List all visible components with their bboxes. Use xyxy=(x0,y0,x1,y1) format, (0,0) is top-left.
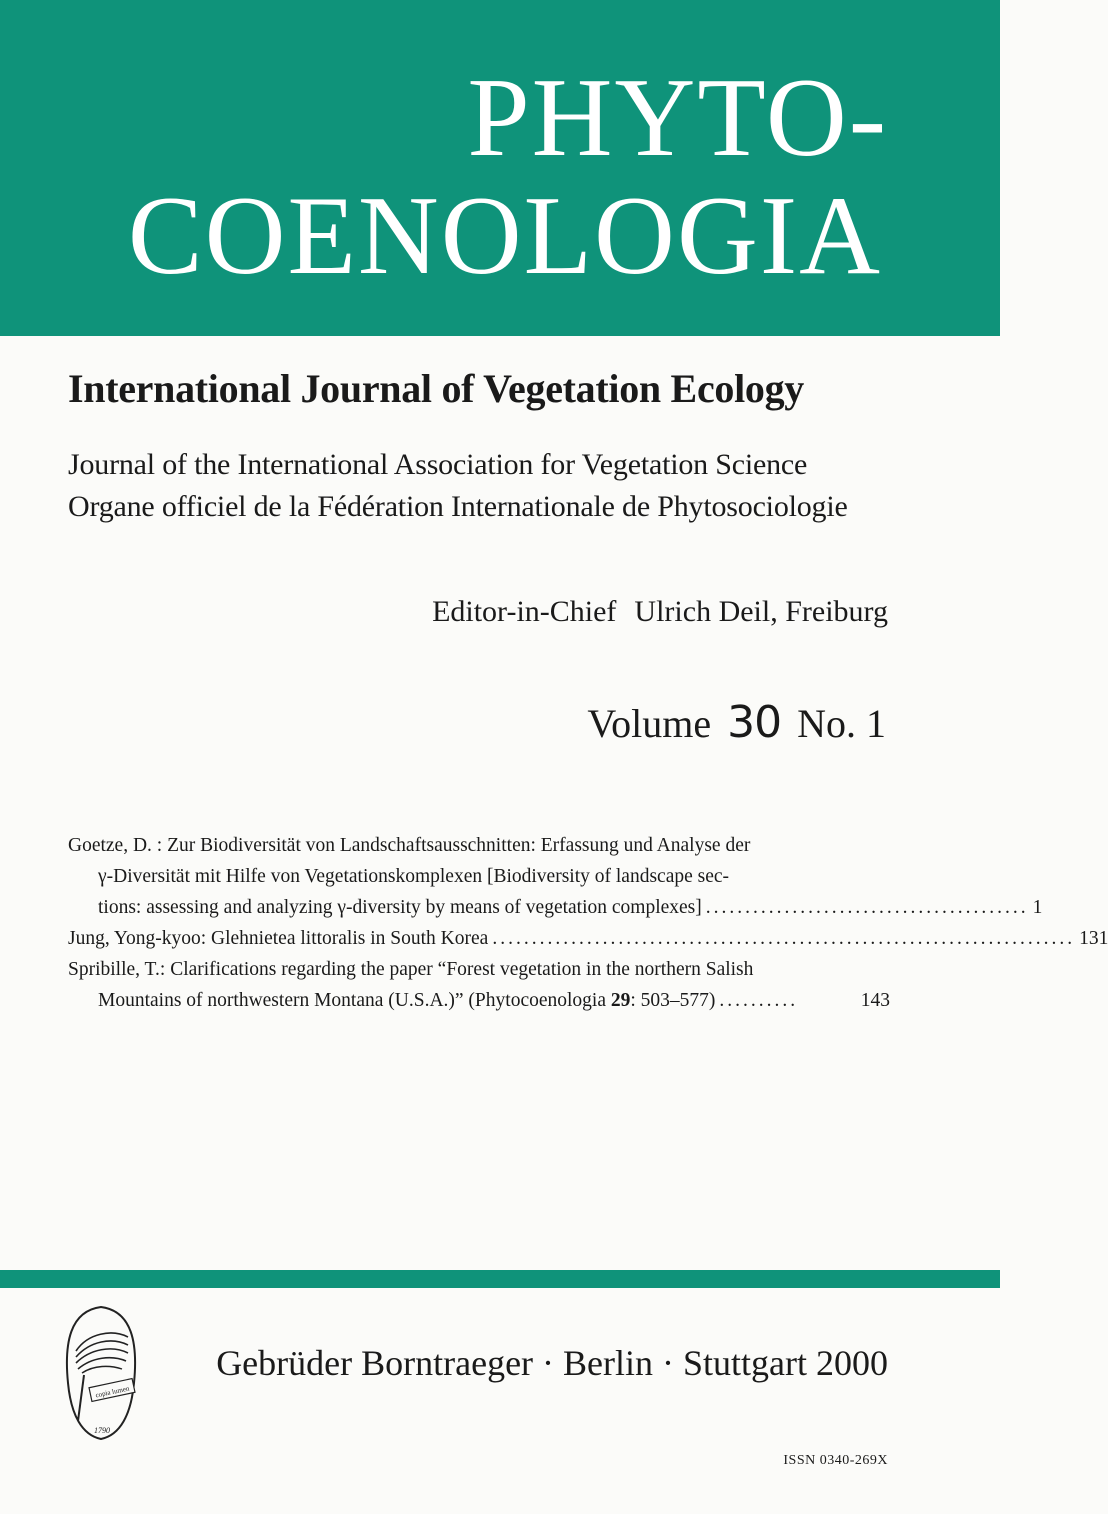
editor-in-chief xyxy=(432,595,888,629)
toc-page-number: 143 xyxy=(860,990,890,1011)
toc-entry-text: Mountains of northwestern Montana (U.S.A.)” (Phytocoenologia 29: 503–577) xyxy=(98,990,716,1011)
table-of-contents xyxy=(68,830,1108,1016)
cited-volume: 29 xyxy=(610,990,631,1011)
publisher-logo xyxy=(62,1303,140,1443)
association-line-french: Organe officiel de la Fédération Internationale de Phytosociologie xyxy=(68,490,848,523)
toc-entry-text: γ-Diversität mit Hilfe von Vegetationskomplexen [Biodiversity of landscape sec- xyxy=(98,866,730,887)
toc-entry-text: Spribille, T.: Clarifications regarding the paper “Forest vegetation in the northern Salish xyxy=(68,959,754,980)
issn: ISSN 0340-269X xyxy=(783,1453,888,1468)
toc-entry xyxy=(68,923,1108,954)
journal-title-line2: COENOLOGIA xyxy=(127,174,882,298)
editor-label: Editor-in-Chief xyxy=(432,595,617,628)
svg-text:1790: 1790 xyxy=(94,1426,110,1435)
editor-name: Ulrich Deil, Freiburg xyxy=(634,595,888,628)
toc-entry xyxy=(68,954,890,1016)
association-line-english: Journal of the International Association for Vegetation Science xyxy=(68,448,808,481)
toc-entry xyxy=(68,830,1043,923)
volume-label: Volume xyxy=(587,701,712,746)
journal-subtitle: International Journal of Vegetation Ecology xyxy=(68,366,805,411)
leader-dots: .......... xyxy=(719,990,799,1011)
issue-number: No. 1 xyxy=(797,701,886,746)
toc-entry-text: tions: assessing and analyzing γ-diversity by means of vegetation complexes] xyxy=(98,897,702,918)
title-banner xyxy=(0,0,1000,336)
svg-text:copia lumen: copia lumen xyxy=(94,1384,131,1400)
toc-entry-text: Goetze, D. : Zur Biodiversität von Landschaftsausschnitten: Erfassung und Analyse der xyxy=(68,835,751,856)
divider-band xyxy=(0,1270,1000,1288)
leader-dots: ......................................... xyxy=(705,897,1029,918)
toc-page-number: 131 xyxy=(1079,928,1108,949)
toc-page-number: 1 xyxy=(1032,897,1043,918)
leader-dots: .......................................................................... xyxy=(492,928,1076,949)
volume-number: 30 xyxy=(727,697,782,748)
volume-info xyxy=(587,697,886,748)
toc-entry-text: Jung, Yong-kyoo: Glehnietea littoralis in South Korea xyxy=(68,928,489,949)
journal-title-line1: PHYTO- xyxy=(467,56,888,180)
publisher-line: Gebrüder Borntraeger · Berlin · Stuttgart 2000 xyxy=(216,1343,888,1383)
